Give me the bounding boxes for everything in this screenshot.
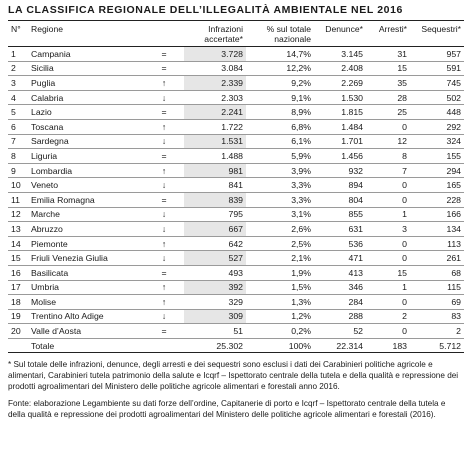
cell-seizures: 166	[410, 207, 464, 222]
cell-region: Veneto	[28, 178, 144, 193]
cell-reports: 1.456	[314, 149, 366, 164]
cell-n: 9	[8, 163, 28, 178]
cell-reports: 631	[314, 222, 366, 237]
cell-infractions: 2.241	[184, 105, 246, 120]
cell-infractions: 1.531	[184, 134, 246, 149]
cell-seizures: 324	[410, 134, 464, 149]
cell-reports: 3.145	[314, 47, 366, 62]
header-region: Regione	[28, 21, 144, 47]
total-trend	[144, 338, 184, 353]
cell-reports: 471	[314, 251, 366, 266]
cell-seizures: 115	[410, 280, 464, 295]
table-row	[8, 90, 464, 105]
cell-trend: =	[144, 47, 184, 62]
cell-n: 14	[8, 236, 28, 251]
cell-arrests: 12	[366, 134, 410, 149]
cell-reports: 2.269	[314, 76, 366, 91]
cell-pct: 1,9%	[246, 265, 314, 280]
table-row	[8, 76, 464, 91]
cell-infractions: 981	[184, 163, 246, 178]
cell-reports: 1.701	[314, 134, 366, 149]
cell-region: Marche	[28, 207, 144, 222]
header-arrests: Arresti*	[366, 21, 410, 47]
cell-reports: 804	[314, 192, 366, 207]
cell-trend: ↑	[144, 295, 184, 310]
cell-seizures: 83	[410, 309, 464, 324]
cell-trend: ↓	[144, 222, 184, 237]
cell-n: 19	[8, 309, 28, 324]
table-row	[8, 236, 464, 251]
cell-n: 16	[8, 265, 28, 280]
cell-trend: =	[144, 192, 184, 207]
cell-n: 10	[8, 178, 28, 193]
cell-infractions: 329	[184, 295, 246, 310]
cell-reports: 346	[314, 280, 366, 295]
cell-pct: 6,1%	[246, 134, 314, 149]
cell-infractions: 392	[184, 280, 246, 295]
header-n: N°	[8, 21, 28, 47]
cell-infractions: 667	[184, 222, 246, 237]
cell-seizures: 745	[410, 76, 464, 91]
cell-pct: 2,1%	[246, 251, 314, 266]
cell-seizures: 294	[410, 163, 464, 178]
cell-seizures: 292	[410, 119, 464, 134]
cell-pct: 6,8%	[246, 119, 314, 134]
cell-infractions: 3.728	[184, 47, 246, 62]
table-row	[8, 309, 464, 324]
cell-seizures: 591	[410, 61, 464, 76]
cell-arrests: 0	[366, 324, 410, 339]
table-row	[8, 222, 464, 237]
cell-seizures: 134	[410, 222, 464, 237]
cell-pct: 9,2%	[246, 76, 314, 91]
total-seizures: 5.712	[410, 338, 464, 353]
total-pct: 100%	[246, 338, 314, 353]
cell-infractions: 51	[184, 324, 246, 339]
header-reports: Denunce*	[314, 21, 366, 47]
cell-infractions: 527	[184, 251, 246, 266]
table-row	[8, 324, 464, 339]
cell-pct: 14,7%	[246, 47, 314, 62]
table-row	[8, 251, 464, 266]
cell-arrests: 2	[366, 309, 410, 324]
total-label: Totale	[28, 338, 144, 353]
cell-seizures: 155	[410, 149, 464, 164]
cell-reports: 52	[314, 324, 366, 339]
cell-region: Lazio	[28, 105, 144, 120]
cell-trend: ↑	[144, 280, 184, 295]
table-row	[8, 178, 464, 193]
cell-reports: 855	[314, 207, 366, 222]
cell-infractions: 309	[184, 309, 246, 324]
total-reports: 22.314	[314, 338, 366, 353]
table-title: LA CLASSIFICA REGIONALE DELL’ILLEGALITÀ AMBIENTALE NEL 2016	[8, 4, 464, 21]
cell-infractions: 1.722	[184, 119, 246, 134]
cell-trend: ↓	[144, 207, 184, 222]
cell-infractions: 795	[184, 207, 246, 222]
cell-seizures: 228	[410, 192, 464, 207]
footnote: * Sul totale delle infrazioni, denunce, degli arresti e dei sequestri sono esclusi i dati dei Carabinieri politiche agricole e alimentari, Carabinieri tutela patrimonio della salute e Icqrf – Ispettorato centrale della tutela e della qualità e repressione dei prodotti agroalimentari del Ministero delle politiche agricole alimentari e forestali anno 2016.	[8, 360, 459, 392]
cell-seizures: 2	[410, 324, 464, 339]
cell-seizures: 68	[410, 265, 464, 280]
cell-region: Puglia	[28, 76, 144, 91]
cell-pct: 0,2%	[246, 324, 314, 339]
cell-region: Trentino Alto Adige	[28, 309, 144, 324]
cell-n: 17	[8, 280, 28, 295]
cell-seizures: 69	[410, 295, 464, 310]
cell-trend: =	[144, 265, 184, 280]
cell-trend: =	[144, 105, 184, 120]
cell-n: 6	[8, 119, 28, 134]
cell-arrests: 3	[366, 222, 410, 237]
cell-arrests: 8	[366, 149, 410, 164]
total-infractions: 25.302	[184, 338, 246, 353]
table-body	[8, 47, 464, 353]
table-row	[8, 295, 464, 310]
table-row	[8, 134, 464, 149]
cell-region: Abruzzo	[28, 222, 144, 237]
cell-trend: ↓	[144, 178, 184, 193]
cell-trend: ↓	[144, 90, 184, 105]
cell-pct: 3,9%	[246, 163, 314, 178]
cell-seizures: 261	[410, 251, 464, 266]
cell-n: 18	[8, 295, 28, 310]
cell-n: 7	[8, 134, 28, 149]
cell-seizures: 502	[410, 90, 464, 105]
cell-infractions: 841	[184, 178, 246, 193]
cell-pct: 1,2%	[246, 309, 314, 324]
table-row	[8, 280, 464, 295]
cell-arrests: 0	[366, 119, 410, 134]
notes	[8, 359, 464, 420]
cell-pct: 5,9%	[246, 149, 314, 164]
cell-arrests: 0	[366, 178, 410, 193]
total-n	[8, 338, 28, 353]
cell-infractions: 642	[184, 236, 246, 251]
cell-region: Calabria	[28, 90, 144, 105]
cell-reports: 894	[314, 178, 366, 193]
cell-region: Emilia Romagna	[28, 192, 144, 207]
cell-arrests: 1	[366, 280, 410, 295]
cell-arrests: 15	[366, 61, 410, 76]
cell-trend: ↑	[144, 119, 184, 134]
cell-arrests: 31	[366, 47, 410, 62]
cell-pct: 2,5%	[246, 236, 314, 251]
cell-trend: ↓	[144, 251, 184, 266]
table-row	[8, 105, 464, 120]
header-infractions: Infrazioni accertate*	[184, 21, 246, 47]
cell-n: 2	[8, 61, 28, 76]
cell-n: 15	[8, 251, 28, 266]
cell-pct: 3,3%	[246, 178, 314, 193]
header-trend	[144, 21, 184, 47]
cell-arrests: 0	[366, 236, 410, 251]
cell-reports: 932	[314, 163, 366, 178]
cell-n: 4	[8, 90, 28, 105]
cell-n: 3	[8, 76, 28, 91]
cell-n: 12	[8, 207, 28, 222]
cell-n: 11	[8, 192, 28, 207]
cell-reports: 284	[314, 295, 366, 310]
cell-arrests: 15	[366, 265, 410, 280]
cell-trend: ↓	[144, 134, 184, 149]
cell-n: 1	[8, 47, 28, 62]
cell-region: Basilicata	[28, 265, 144, 280]
cell-region: Toscana	[28, 119, 144, 134]
cell-reports: 2.408	[314, 61, 366, 76]
cell-pct: 8,9%	[246, 105, 314, 120]
cell-infractions: 2.303	[184, 90, 246, 105]
table-row	[8, 149, 464, 164]
cell-region: Umbria	[28, 280, 144, 295]
cell-trend: ↑	[144, 76, 184, 91]
cell-pct: 3,3%	[246, 192, 314, 207]
cell-n: 13	[8, 222, 28, 237]
cell-seizures: 113	[410, 236, 464, 251]
table-row	[8, 61, 464, 76]
ranking-table	[8, 21, 464, 353]
table-row	[8, 265, 464, 280]
cell-pct: 9,1%	[246, 90, 314, 105]
header-seizures: Sequestri*	[410, 21, 464, 47]
cell-region: Sardegna	[28, 134, 144, 149]
cell-pct: 12,2%	[246, 61, 314, 76]
cell-arrests: 0	[366, 295, 410, 310]
cell-seizures: 448	[410, 105, 464, 120]
cell-arrests: 0	[366, 251, 410, 266]
cell-infractions: 3.084	[184, 61, 246, 76]
cell-arrests: 7	[366, 163, 410, 178]
cell-trend: =	[144, 149, 184, 164]
cell-n: 8	[8, 149, 28, 164]
cell-reports: 1.530	[314, 90, 366, 105]
cell-arrests: 0	[366, 192, 410, 207]
cell-infractions: 1.488	[184, 149, 246, 164]
cell-region: Sicilia	[28, 61, 144, 76]
cell-trend: =	[144, 61, 184, 76]
table-row	[8, 192, 464, 207]
table-header-row	[8, 21, 464, 47]
cell-trend: ↑	[144, 236, 184, 251]
table-row	[8, 119, 464, 134]
cell-pct: 1,5%	[246, 280, 314, 295]
cell-arrests: 35	[366, 76, 410, 91]
cell-arrests: 1	[366, 207, 410, 222]
cell-infractions: 493	[184, 265, 246, 280]
cell-trend: ↑	[144, 163, 184, 178]
header-pct: % sul totale nazionale	[246, 21, 314, 47]
cell-reports: 536	[314, 236, 366, 251]
cell-reports: 288	[314, 309, 366, 324]
cell-reports: 1.815	[314, 105, 366, 120]
total-row	[8, 338, 464, 353]
cell-seizures: 957	[410, 47, 464, 62]
cell-arrests: 28	[366, 90, 410, 105]
cell-reports: 1.484	[314, 119, 366, 134]
cell-region: Piemonte	[28, 236, 144, 251]
total-arrests: 183	[366, 338, 410, 353]
cell-region: Liguria	[28, 149, 144, 164]
cell-n: 20	[8, 324, 28, 339]
cell-arrests: 25	[366, 105, 410, 120]
cell-region: Campania	[28, 47, 144, 62]
cell-region: Molise	[28, 295, 144, 310]
cell-region: Friuli Venezia Giulia	[28, 251, 144, 266]
table-row	[8, 47, 464, 62]
cell-infractions: 839	[184, 192, 246, 207]
cell-trend: =	[144, 324, 184, 339]
cell-seizures: 165	[410, 178, 464, 193]
cell-pct: 3,1%	[246, 207, 314, 222]
cell-n: 5	[8, 105, 28, 120]
cell-reports: 413	[314, 265, 366, 280]
cell-trend: ↓	[144, 309, 184, 324]
cell-infractions: 2.339	[184, 76, 246, 91]
cell-region: Lombardia	[28, 163, 144, 178]
source-note: Fonte: elaborazione Legambiente su dati forze dell’ordine, Capitanerie di porto e Icqrf – Ispettorato centrale della tutela e della qualità e repressione dei prodotti agroalimentari del Ministero delle politiche agricole alimentari e forestali (2016).	[8, 399, 446, 420]
table-row	[8, 207, 464, 222]
cell-region: Valle d’Aosta	[28, 324, 144, 339]
cell-pct: 1,3%	[246, 295, 314, 310]
table-row	[8, 163, 464, 178]
cell-pct: 2,6%	[246, 222, 314, 237]
